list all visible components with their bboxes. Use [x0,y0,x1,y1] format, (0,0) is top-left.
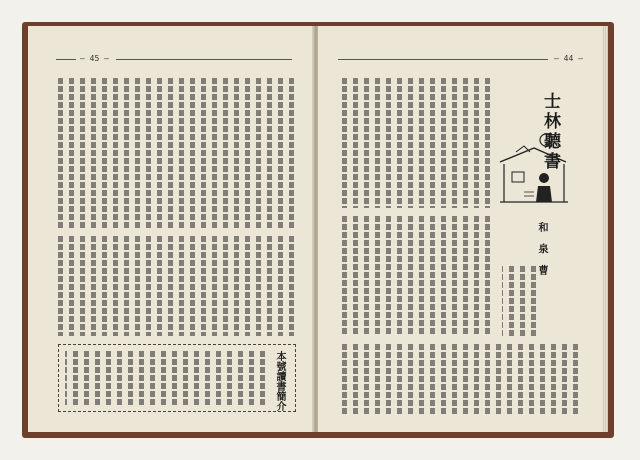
header-rule [116,59,292,60]
body-text-upper [340,78,490,208]
header-rule [338,59,548,60]
right-page [318,26,604,432]
contributors-list [65,351,265,405]
author-name: 和 泉 曹 [536,222,547,279]
contributors-box [58,344,296,412]
body-text-side [502,266,536,338]
header-rule [56,59,76,60]
body-text-upper [58,78,294,228]
page-number-right: — 44 — [554,54,583,63]
page-number-left: — 45 — [80,54,109,63]
contributors-box-title: 本號讀書簡介 [274,351,285,411]
column-title: 士林聽書 [540,92,560,172]
body-text-middle [340,216,490,336]
body-text-middle [58,236,294,336]
left-page [28,26,314,432]
book-spread [22,22,614,438]
column-illustration [494,122,574,208]
page-edges [602,26,608,432]
body-text-lower [340,344,578,414]
